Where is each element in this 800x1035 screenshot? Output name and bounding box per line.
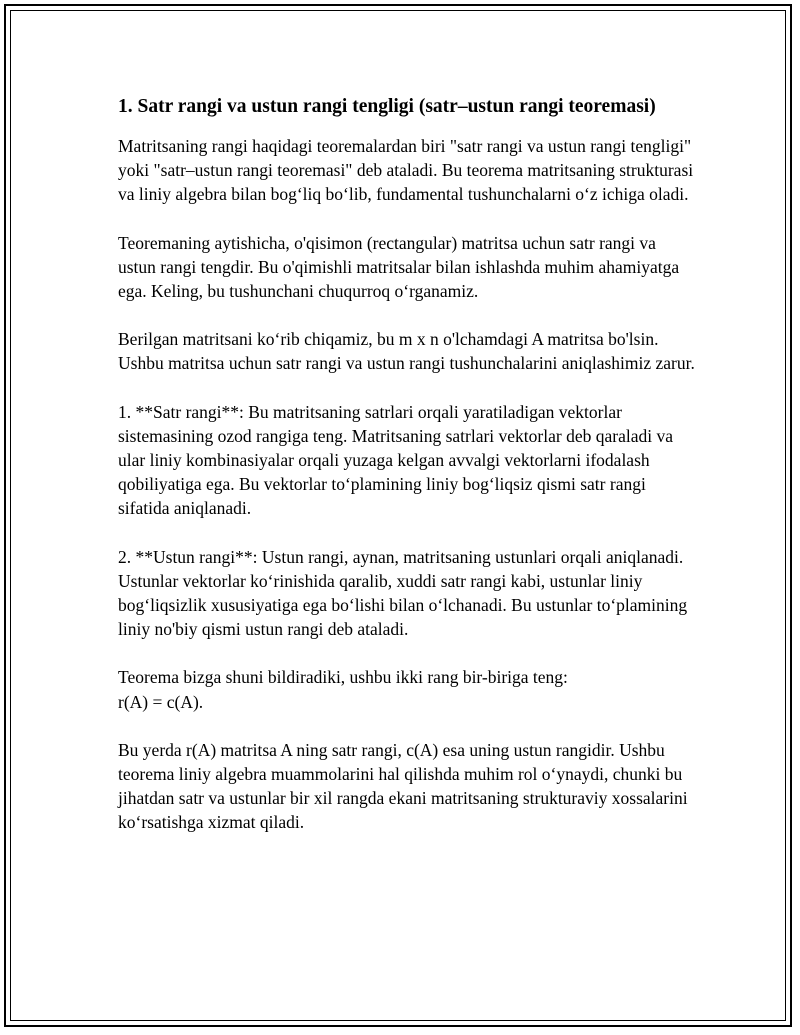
paragraph-intro: Matritsaning rangi haqidagi teoremalardan biri "satr rangi va ustun rangi tengligi" yoki "satr–ustun rangi teoremasi" deb ataladi. Bu teorema matritsaning strukturasi va liniy algebra bilan bog‘liq bo‘lib, fundamental tushunchalarni o‘z ichiga oladi.	[118, 136, 694, 205]
paragraph-theorem-statement: Teoremaning aytishicha, o'qisimon (rectangular) matritsa uchun satr rangi va ustun rangi tengdir. Bu o'qimishli matritsalar bilan ishlashda muhim ahamiyatga ega. Keling, bu tushunchani chuqurroq o‘rganamiz.	[118, 232, 680, 302]
paragraph-row-rank: 1. **Satr rangi**: Bu matritsaning satrlari orqali yaratiladigan vektorlar sistemasining ozod rangiga teng. Matritsaning satrlari vektorlar deb qaraladi va ular liniy kombinasiyalar orqali yuzaga kelgan avvalgi vektorlarni ifodalash qobiliyatiga ega. Bu vektorlar to‘plamining liniy bog‘liqsiz qismi satr rangi sifatida aniqlanadi.	[118, 401, 673, 519]
paragraph-conclusion: Bu yerda r(A) matritsa A ning satr rangi, c(A) esa uning ustun rangidir. Ushbu teorema liniy algebra muammolarini hal qilishda muhim rol o‘ynaydi, chunki bu jihatdan satr va ustunlar bir xil rangda ekani matritsaning strukturaviy xossalarini ko‘rsatishga xizmat qiladi.	[118, 739, 688, 833]
section-title: 1. Satr rangi va ustun rangi tengligi (satr–ustun rangi teoremasi)	[118, 96, 656, 117]
paragraph-matrix-setup: Berilgan matritsani ko‘rib chiqamiz, bu m x n o'lchamdagi A matritsa bo'lsin. Ushbu matritsa uchun satr rangi va ustun rangi tushunchalarini aniqlashimiz zarur.	[118, 329, 695, 374]
document-body	[118, 94, 698, 859]
paragraph-equality: Teorema bizga shuni bildiradiki, ushbu ikki rang bir-biriga teng: r(A) = c(A).	[118, 667, 568, 712]
paragraph-column-rank: 2. **Ustun rangi**: Ustun rangi, aynan, matritsaning ustunlari orqali aniqlanadi. Ustunlar vektorlar ko‘rinishida qaralib, xuddi satr rangi kabi, ustunlar liniy bog‘liqsizlik xususiyatiga ega bo‘lishi bilan o‘lchanadi. Bu ustunlar to‘plamining liniy no'biy qismi ustun rangi deb ataladi.	[118, 546, 688, 640]
